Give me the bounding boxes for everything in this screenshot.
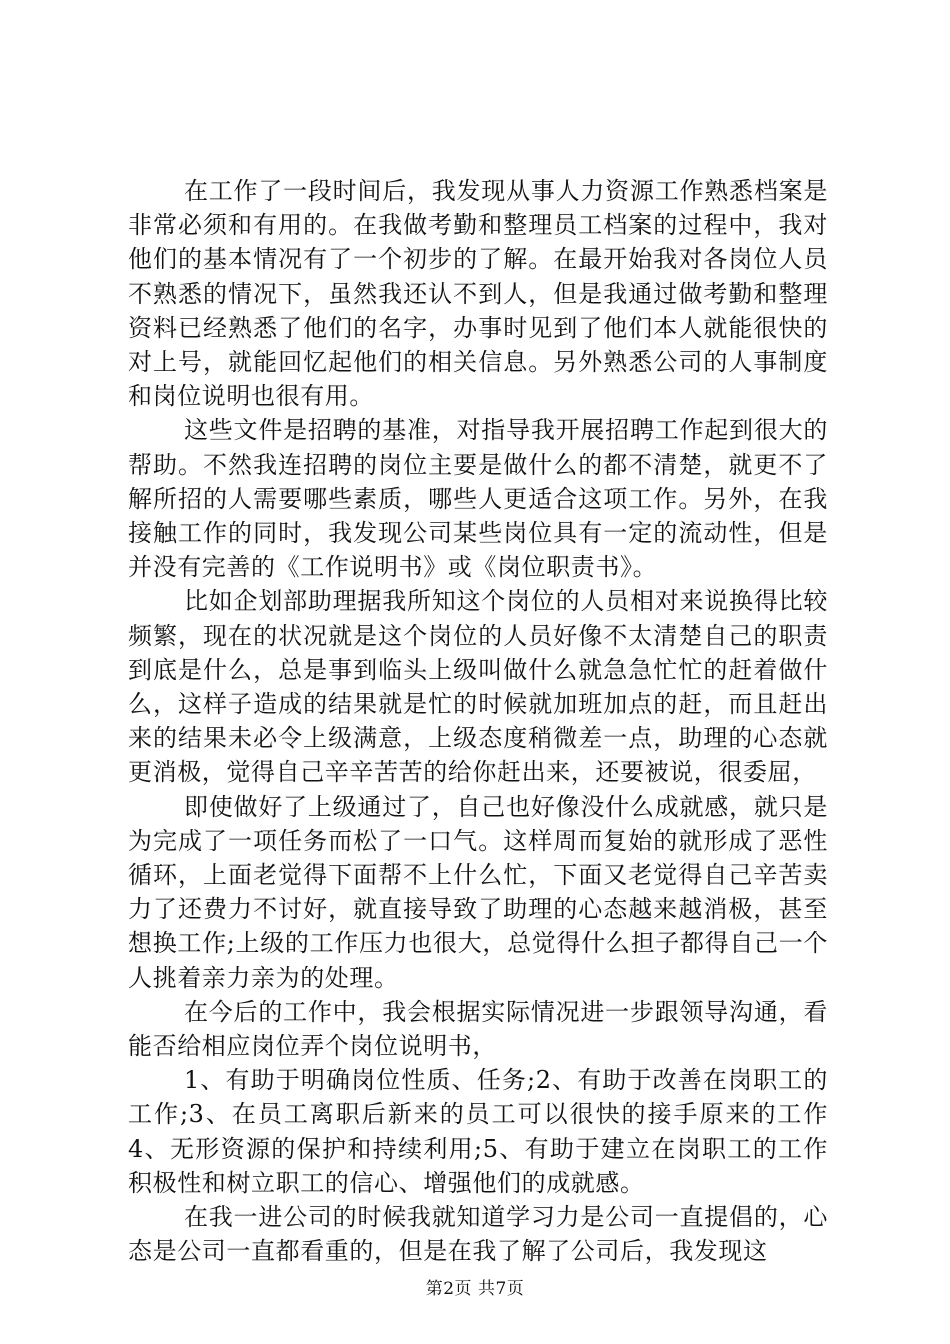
paragraph-4: 即使做好了上级通过了，自己也好像没什么成就感，就只是为完成了一项任务而松了一口气。这样周而复始的就形成了恶性循环，上面老觉得下面帮不上什么忙，下面又老觉得自己辛苦卖力了还费力不讨好，就直接导致了助理的心态越来越消极，甚至想换工作;上级的工作压力也很大，总觉得什么担子都得自己一个人挑着亲力亲为的处理。 [128, 792, 828, 992]
paragraph-2: 这些文件是招聘的基准，对指导我开展招聘工作起到很大的帮助。不然我连招聘的岗位主要是做什么的都不清楚，就更不了解所招的人需要哪些素质，哪些人更适合这项工作。另外，在我接触工作的同时，我发现公司某些岗位具有一定的流动性，但是并没有完善的《工作说明书》或《岗位职责书》。 [128, 416, 828, 582]
page-number-footer: 第2页 共7页 [425, 1279, 525, 1299]
paragraph-7: 在我一进公司的时候我就知道学习力是公司一直提倡的，心态是公司一直都看重的，但是在我了解了公司后，我发现这 [128, 1203, 828, 1266]
paragraph-5: 在今后的工作中，我会根据实际情况进一步跟领导沟通，看能否给相应岗位弄个岗位说明书， [128, 997, 828, 1061]
paragraph-3: 比如企划部助理据我所知这个岗位的人员相对来说换得比较频繁，现在的状况就是这个岗位的人员好像不太清楚自己的职责到底是什么，总是事到临头上级叫做什么就急急忙忙的赶着做什么，这样子造成的结果就是忙的时候就加班加点的赶，而且赶出来的结果未必令上级满意，上级态度稍微差一点，助理的心态就更消极，觉得自己辛辛苦苦的给你赶出来，还要被说，很委屈， [128, 587, 828, 787]
body-text [128, 174, 828, 1269]
paragraph-6: 1、有助于明确岗位性质、任务;2、有助于改善在岗职工的工作;3、在员工离职后新来的员工可以很快的接手原来的工作4、无形资源的保护和持续利用;5、有助于建立在岗职工的工作积极性和树立职工的信心、增强他们的成就感。 [128, 1066, 828, 1197]
paragraph-1: 在工作了一段时间后，我发现从事人力资源工作熟悉档案是非常必须和有用的。在我做考勤和整理员工档案的过程中，我对他们的基本情况有了一个初步的了解。在最开始我对各岗位人员不熟悉的情况下，虽然我还认不到人，但是我通过做考勤和整理资料已经熟悉了他们的名字，办事时见到了他们本人就能很快的对上号，就能回忆起他们的相关信息。另外熟悉公司的人事制度和岗位说明也很有用。 [128, 177, 828, 411]
